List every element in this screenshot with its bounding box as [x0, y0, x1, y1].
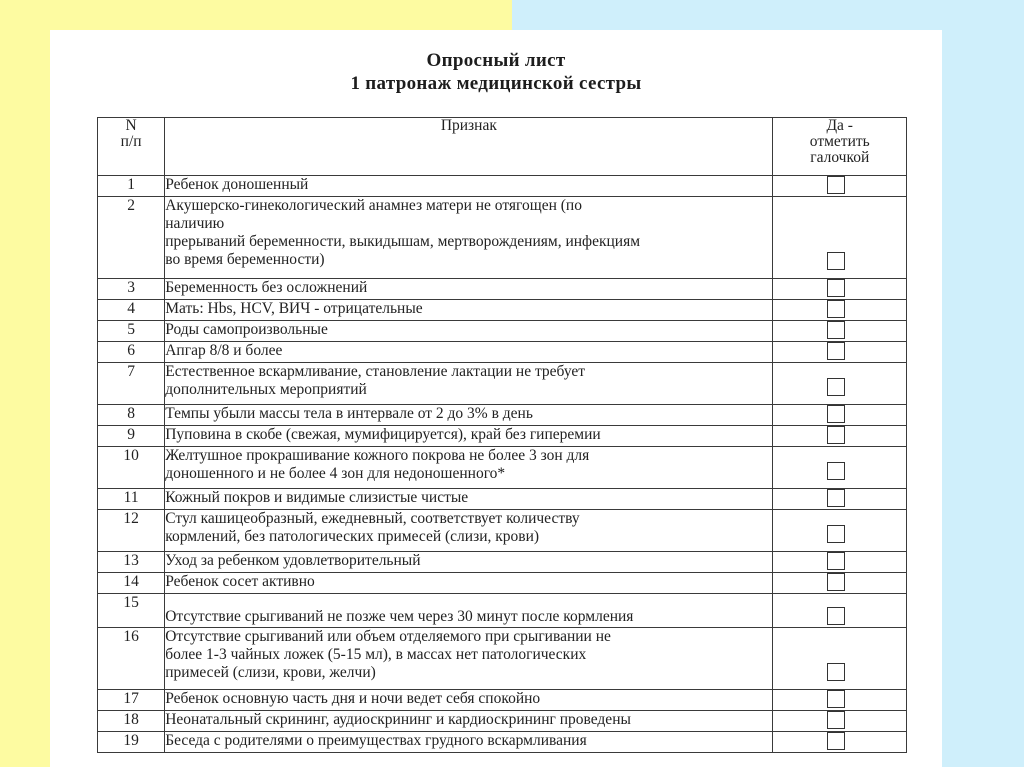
- table-row: [98, 279, 907, 300]
- checkbox[interactable]: [827, 552, 845, 570]
- table-row: [98, 510, 907, 552]
- row-number: 15: [98, 594, 165, 628]
- row-check-cell: [773, 197, 907, 279]
- row-text-line: дополнительных мероприятий: [165, 381, 367, 398]
- document-subtitle: 1 патронаж медицинской сестры: [350, 73, 642, 94]
- row-sign-text: [165, 321, 773, 342]
- row-sign-text: [165, 573, 773, 594]
- checkbox[interactable]: [827, 176, 845, 194]
- row-sign-text: [165, 300, 773, 321]
- table-row: [98, 732, 907, 753]
- row-text-line: Ребенок доношенный: [165, 176, 309, 193]
- checkbox[interactable]: [827, 663, 845, 681]
- row-sign-text: [165, 342, 773, 363]
- row-text-line: Естественное вскармливание, становление лактации не требует: [165, 363, 586, 380]
- row-text-line: прерываний беременности, выкидышам, мертворождениям, инфекциям: [165, 233, 641, 250]
- row-text-line: Отсутствие срыгиваний не позже чем через 30 минут после кормления: [165, 608, 634, 625]
- row-sign-text: [165, 363, 773, 405]
- row-text-line: Апгар 8/8 и более: [165, 342, 283, 359]
- row-text-line: Стул кашицеобразный, ежедневный, соответствует количеству: [165, 510, 580, 527]
- row-sign-text: [165, 510, 773, 552]
- row-sign-text: [165, 711, 773, 732]
- checkbox[interactable]: [827, 405, 845, 423]
- table-body: [98, 176, 907, 753]
- row-number: 3: [98, 279, 165, 300]
- table-header-row: [98, 118, 907, 176]
- checkbox[interactable]: [827, 342, 845, 360]
- row-check-cell: [773, 690, 907, 711]
- row-text-line: Ребенок сосет активно: [165, 573, 315, 590]
- row-number: 1: [98, 176, 165, 197]
- row-number: 9: [98, 426, 165, 447]
- checkbox[interactable]: [827, 732, 845, 750]
- table-row: [98, 573, 907, 594]
- row-text-line: примесей (слизи, крови, желчи): [165, 664, 376, 681]
- row-text-line: Беременность без осложнений: [165, 279, 368, 296]
- row-sign-text: [165, 594, 773, 628]
- row-sign-text: [165, 447, 773, 489]
- row-number: 14: [98, 573, 165, 594]
- header-check: Да - отметить галочкой: [773, 118, 907, 176]
- document-sheet: [50, 30, 942, 767]
- row-text-line: наличию: [165, 215, 225, 232]
- row-text-line: Роды самопроизвольные: [165, 321, 328, 338]
- row-number: 18: [98, 711, 165, 732]
- row-text-line: Пуповина в скобе (свежая, мумифицируется), край без гиперемии: [165, 426, 601, 443]
- table-row: [98, 363, 907, 405]
- checkbox[interactable]: [827, 607, 845, 625]
- checkbox[interactable]: [827, 462, 845, 480]
- row-number: 11: [98, 489, 165, 510]
- row-text-line: Желтушное прокрашивание кожного покрова не более 3 зон для: [165, 447, 590, 464]
- table-row: [98, 552, 907, 573]
- checkbox[interactable]: [827, 252, 845, 270]
- table-row: [98, 690, 907, 711]
- row-text-line: доношенного и не более 4 зон для недоношенного*: [165, 465, 506, 482]
- table-row: [98, 176, 907, 197]
- document-title: Опросный лист: [426, 50, 566, 71]
- row-text-line: Уход за ребенком удовлетворительный: [165, 552, 421, 569]
- row-text-line: во время беременности): [165, 251, 325, 268]
- row-check-cell: [773, 426, 907, 447]
- row-number: 7: [98, 363, 165, 405]
- table-row: [98, 594, 907, 628]
- table-row: [98, 405, 907, 426]
- row-sign-text: [165, 732, 773, 753]
- table-row: [98, 711, 907, 732]
- row-number: 8: [98, 405, 165, 426]
- row-check-cell: [773, 510, 907, 552]
- row-check-cell: [773, 573, 907, 594]
- header-sign: Признак: [165, 118, 773, 176]
- row-sign-text: [165, 489, 773, 510]
- row-check-cell: [773, 447, 907, 489]
- row-check-cell: [773, 594, 907, 628]
- row-sign-text: [165, 405, 773, 426]
- checkbox[interactable]: [827, 300, 845, 318]
- row-number: 13: [98, 552, 165, 573]
- row-sign-text: [165, 176, 773, 197]
- row-check-cell: [773, 321, 907, 342]
- table-row: [98, 321, 907, 342]
- row-check-cell: [773, 552, 907, 573]
- row-check-cell: [773, 405, 907, 426]
- checkbox[interactable]: [827, 378, 845, 396]
- table-row: [98, 300, 907, 321]
- header-number: N п/п: [98, 118, 165, 176]
- row-number: 16: [98, 628, 165, 690]
- checkbox[interactable]: [827, 489, 845, 507]
- table-row: [98, 489, 907, 510]
- row-number: 4: [98, 300, 165, 321]
- row-number: 2: [98, 197, 165, 279]
- row-text-line: Темпы убыли массы тела в интервале от 2 до 3% в день: [165, 405, 533, 422]
- row-check-cell: [773, 489, 907, 510]
- checkbox[interactable]: [827, 711, 845, 729]
- row-check-cell: [773, 711, 907, 732]
- checkbox[interactable]: [827, 426, 845, 444]
- row-check-cell: [773, 363, 907, 405]
- checkbox[interactable]: [827, 525, 845, 543]
- checkbox[interactable]: [827, 279, 845, 297]
- table-row: [98, 342, 907, 363]
- row-check-cell: [773, 732, 907, 753]
- table-row: [98, 447, 907, 489]
- row-text-line: кормлений, без патологических примесей (слизи, крови): [165, 528, 540, 545]
- row-text-line: Отсутствие срыгиваний или объем отделяемого при срыгивании не: [165, 628, 611, 645]
- table-row: [98, 426, 907, 447]
- row-check-cell: [773, 300, 907, 321]
- row-number: 17: [98, 690, 165, 711]
- row-text-line: Беседа с родителями о преимуществах грудного вскармливания: [165, 732, 587, 749]
- row-text-line: Кожный покров и видимые слизистые чистые: [165, 489, 469, 506]
- row-check-cell: [773, 176, 907, 197]
- row-sign-text: [165, 197, 773, 279]
- checkbox[interactable]: [827, 321, 845, 339]
- row-text-line: Неонатальный скрининг, аудиоскрининг и кардиоскрининг проведены: [165, 711, 631, 728]
- row-text-line: Мать: Hbs, HCV, ВИЧ - отрицательные: [165, 300, 423, 317]
- row-sign-text: [165, 628, 773, 690]
- row-number: 12: [98, 510, 165, 552]
- row-sign-text: [165, 279, 773, 300]
- questionnaire-table: [97, 117, 907, 753]
- row-text-line: Акушерско-гинекологический анамнез матери не отягощен (по: [165, 197, 582, 214]
- row-text-line: более 1-3 чайных ложек (5-15 мл), в массах нет патологических: [165, 646, 587, 663]
- row-number: 10: [98, 447, 165, 489]
- row-text-line: Ребенок основную часть дня и ночи ведет себя спокойно: [165, 690, 541, 707]
- checkbox[interactable]: [827, 690, 845, 708]
- row-sign-text: [165, 690, 773, 711]
- row-number: 6: [98, 342, 165, 363]
- row-check-cell: [773, 279, 907, 300]
- row-number: 19: [98, 732, 165, 753]
- checkbox[interactable]: [827, 573, 845, 591]
- row-sign-text: [165, 426, 773, 447]
- table-row: [98, 628, 907, 690]
- table-row: [98, 197, 907, 279]
- row-check-cell: [773, 342, 907, 363]
- row-check-cell: [773, 628, 907, 690]
- row-sign-text: [165, 552, 773, 573]
- row-number: 5: [98, 321, 165, 342]
